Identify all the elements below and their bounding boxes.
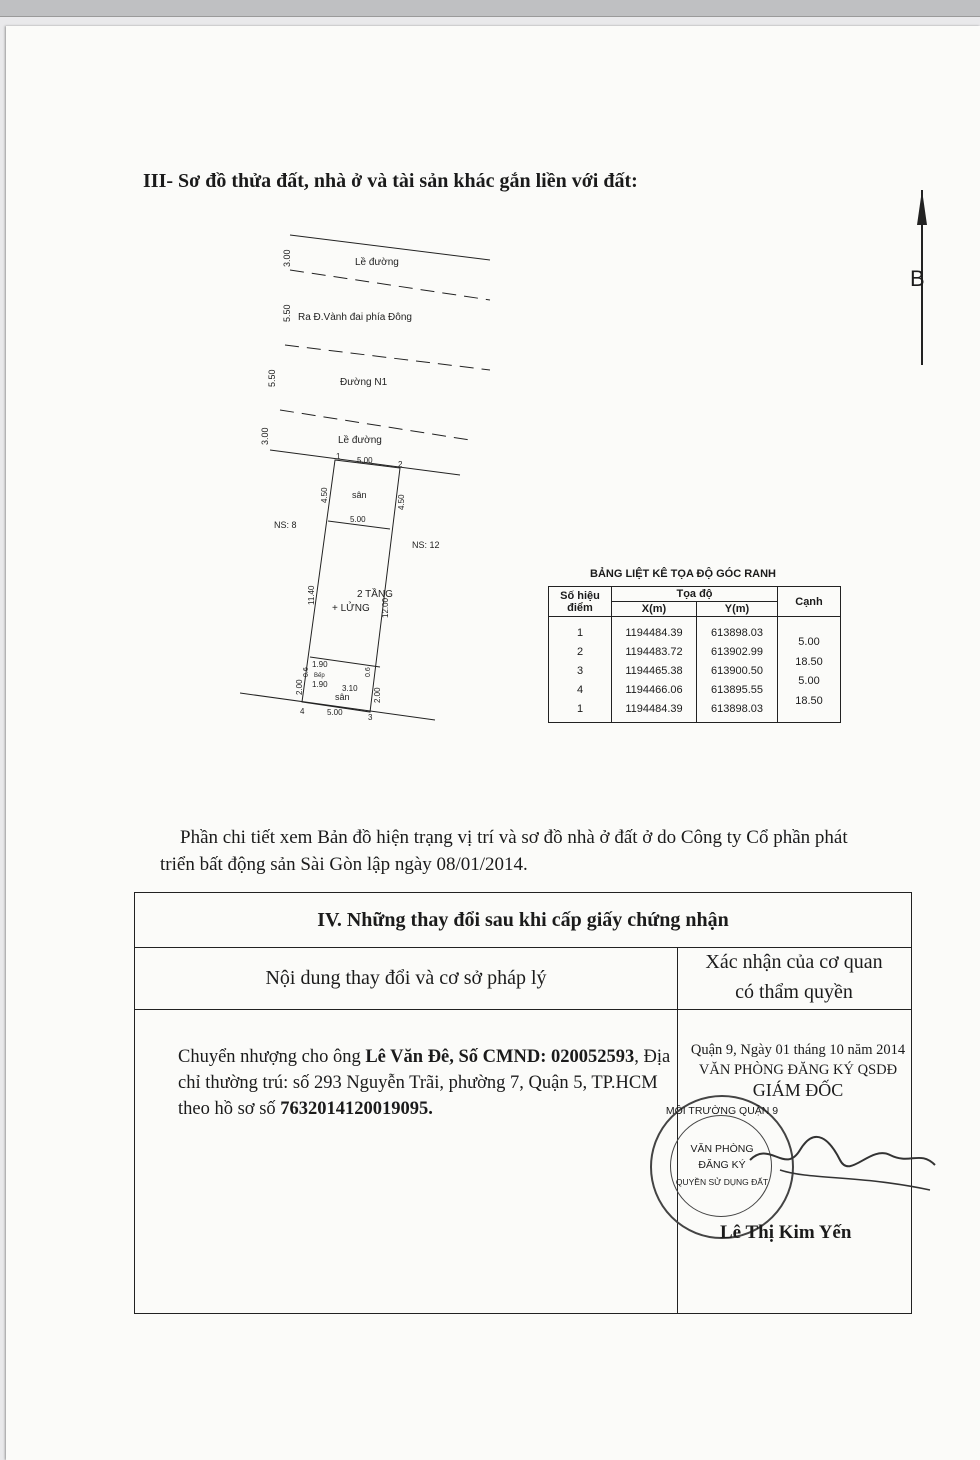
buyer-name: Lê Văn Đê, Số CMND: 020052593 (365, 1047, 635, 1067)
content-text: theo hồ sơ số (178, 1099, 281, 1119)
dimension: 4.50 (320, 487, 329, 503)
column-header: Tọa độ (612, 587, 778, 602)
scan-top-edge (0, 0, 980, 17)
edge-value: 5.00 (798, 636, 820, 648)
dimension: 5.00 (357, 456, 373, 465)
column-header-content: Nội dung thay đổi và cơ sở pháp lý (265, 967, 547, 989)
row-divider (135, 1009, 911, 1010)
room-label: sân (335, 692, 350, 702)
confirm-header-line: có thẩm quyền (735, 981, 853, 1003)
y-cell: 613900.50 (697, 661, 778, 680)
confirm-header-line: Xác nhận của cơ quan (705, 951, 883, 973)
point-cell: 3 (549, 661, 612, 680)
coordinate-table (548, 586, 841, 723)
point-cell: 1 (549, 699, 612, 723)
content-text: , Địa (634, 1047, 671, 1067)
plot-sketch (240, 225, 500, 725)
note-line: triển bất động sản Sài Gòn lập ngày 08/01/2014. (160, 854, 528, 875)
file-number: 7632014120019095. (280, 1099, 433, 1119)
seal-text: VĂN PHÒNG (690, 1143, 754, 1155)
road-label: Đường N1 (340, 377, 388, 388)
signer-name: Lê Thị Kim Yến (720, 1222, 852, 1243)
edge-cell (778, 617, 841, 723)
content-line (178, 1044, 678, 1070)
dimension: 2.00 (295, 679, 304, 695)
content-line: chỉ thường trú: số 293 Nguyễn Trãi, phường 7, Quận 5, TP.HCM (178, 1073, 658, 1093)
seal-text: ĐĂNG KÝ (698, 1159, 746, 1171)
section-3-title: III- Sơ đồ thửa đất, nhà ở và tài sản khác gắn liền với đất: (143, 170, 638, 192)
handwritten-signature (740, 1120, 940, 1200)
point-label: 4 (300, 707, 305, 716)
edge-value: 18.50 (795, 655, 823, 668)
dimension: 12.00 (381, 597, 390, 618)
seal-text: MÔI TRƯỜNG QUẬN 9 (665, 1105, 779, 1117)
neighbor-label: NS: 12 (412, 540, 440, 550)
dimension: 2.00 (373, 687, 382, 703)
dimension: 4.50 (397, 494, 406, 510)
section-4-title: IV. Những thay đổi sau khi cấp giấy chứng nhận (135, 893, 911, 948)
road-width: 5.50 (267, 369, 277, 387)
road-width: 3.00 (260, 427, 270, 445)
content-line (178, 1096, 678, 1122)
point-label: 3 (368, 713, 373, 722)
column-header: Y(m) (697, 602, 778, 617)
note-line: Phần chi tiết xem Bản đồ hiện trạng vị trí và sơ đồ nhà ở đất ở do Công ty Cổ phần phát (180, 827, 848, 848)
dimension: 11.40 (307, 585, 316, 605)
dimension: 3.10 (342, 684, 358, 693)
x-cell: 1194484.39 (612, 699, 697, 723)
y-cell: 613898.03 (697, 699, 778, 723)
table-row (549, 617, 841, 643)
edge-value: 5.00 (798, 675, 820, 687)
signature-block (686, 1040, 910, 1100)
point-cell: 1 (549, 617, 612, 643)
x-cell: 1194484.39 (612, 617, 697, 643)
dimension: 5.00 (350, 515, 366, 524)
dimension: 1.90 (312, 660, 328, 669)
neighbor-label: NS: 8 (274, 520, 297, 530)
y-cell: 613895.55 (697, 680, 778, 699)
x-cell: 1194465.38 (612, 661, 697, 680)
point-cell: 2 (549, 642, 612, 661)
change-content (178, 1044, 678, 1122)
road-label: Lề đường (355, 257, 399, 268)
point-label: 1 (336, 452, 341, 461)
seal-text: QUYỀN SỬ DỤNG ĐẤT (675, 1177, 769, 1187)
column-header: Số hiệu điểm (549, 587, 612, 617)
room-label: + LỬNG (332, 603, 370, 614)
office-name: VĂN PHÒNG ĐĂNG KÝ QSDĐ (698, 1062, 898, 1078)
road-width: 5.50 (282, 304, 292, 322)
sign-date: Quận 9, Ngày 01 tháng 10 năm 2014 (690, 1042, 906, 1058)
column-header: X(m) (612, 602, 697, 617)
room-label: sân (352, 490, 367, 500)
position-title: GIÁM ĐỐC (752, 1080, 844, 1100)
point-label: 2 (398, 460, 403, 469)
content-text: Chuyển nhượng cho ông (178, 1047, 366, 1067)
dimension: 0.6 (303, 667, 310, 677)
y-cell: 613898.03 (697, 617, 778, 643)
room-label: 2 TẦNG (357, 589, 393, 600)
dimension: 0.6 (365, 667, 372, 677)
road-label: Lề đường (338, 435, 382, 446)
column-header-confirm (678, 947, 910, 1009)
dimension: 5.00 (327, 708, 343, 717)
road-label: Ra Đ.Vành đai phía Đông (298, 312, 412, 323)
x-cell: 1194483.72 (612, 642, 697, 661)
dimension: 1.90 (312, 680, 328, 689)
note-paragraph (160, 824, 920, 878)
x-cell: 1194466.06 (612, 680, 697, 699)
edge-value: 18.50 (795, 694, 823, 707)
road-width: 3.00 (282, 249, 292, 267)
column-header: Cạnh (778, 587, 841, 617)
coordinate-table-title: BẢNG LIỆT KÊ TỌA ĐỘ GÓC RANH (590, 568, 776, 580)
room-label: Bếp (314, 673, 325, 679)
y-cell: 613902.99 (697, 642, 778, 661)
point-cell: 4 (549, 680, 612, 699)
north-label: B (910, 266, 925, 291)
